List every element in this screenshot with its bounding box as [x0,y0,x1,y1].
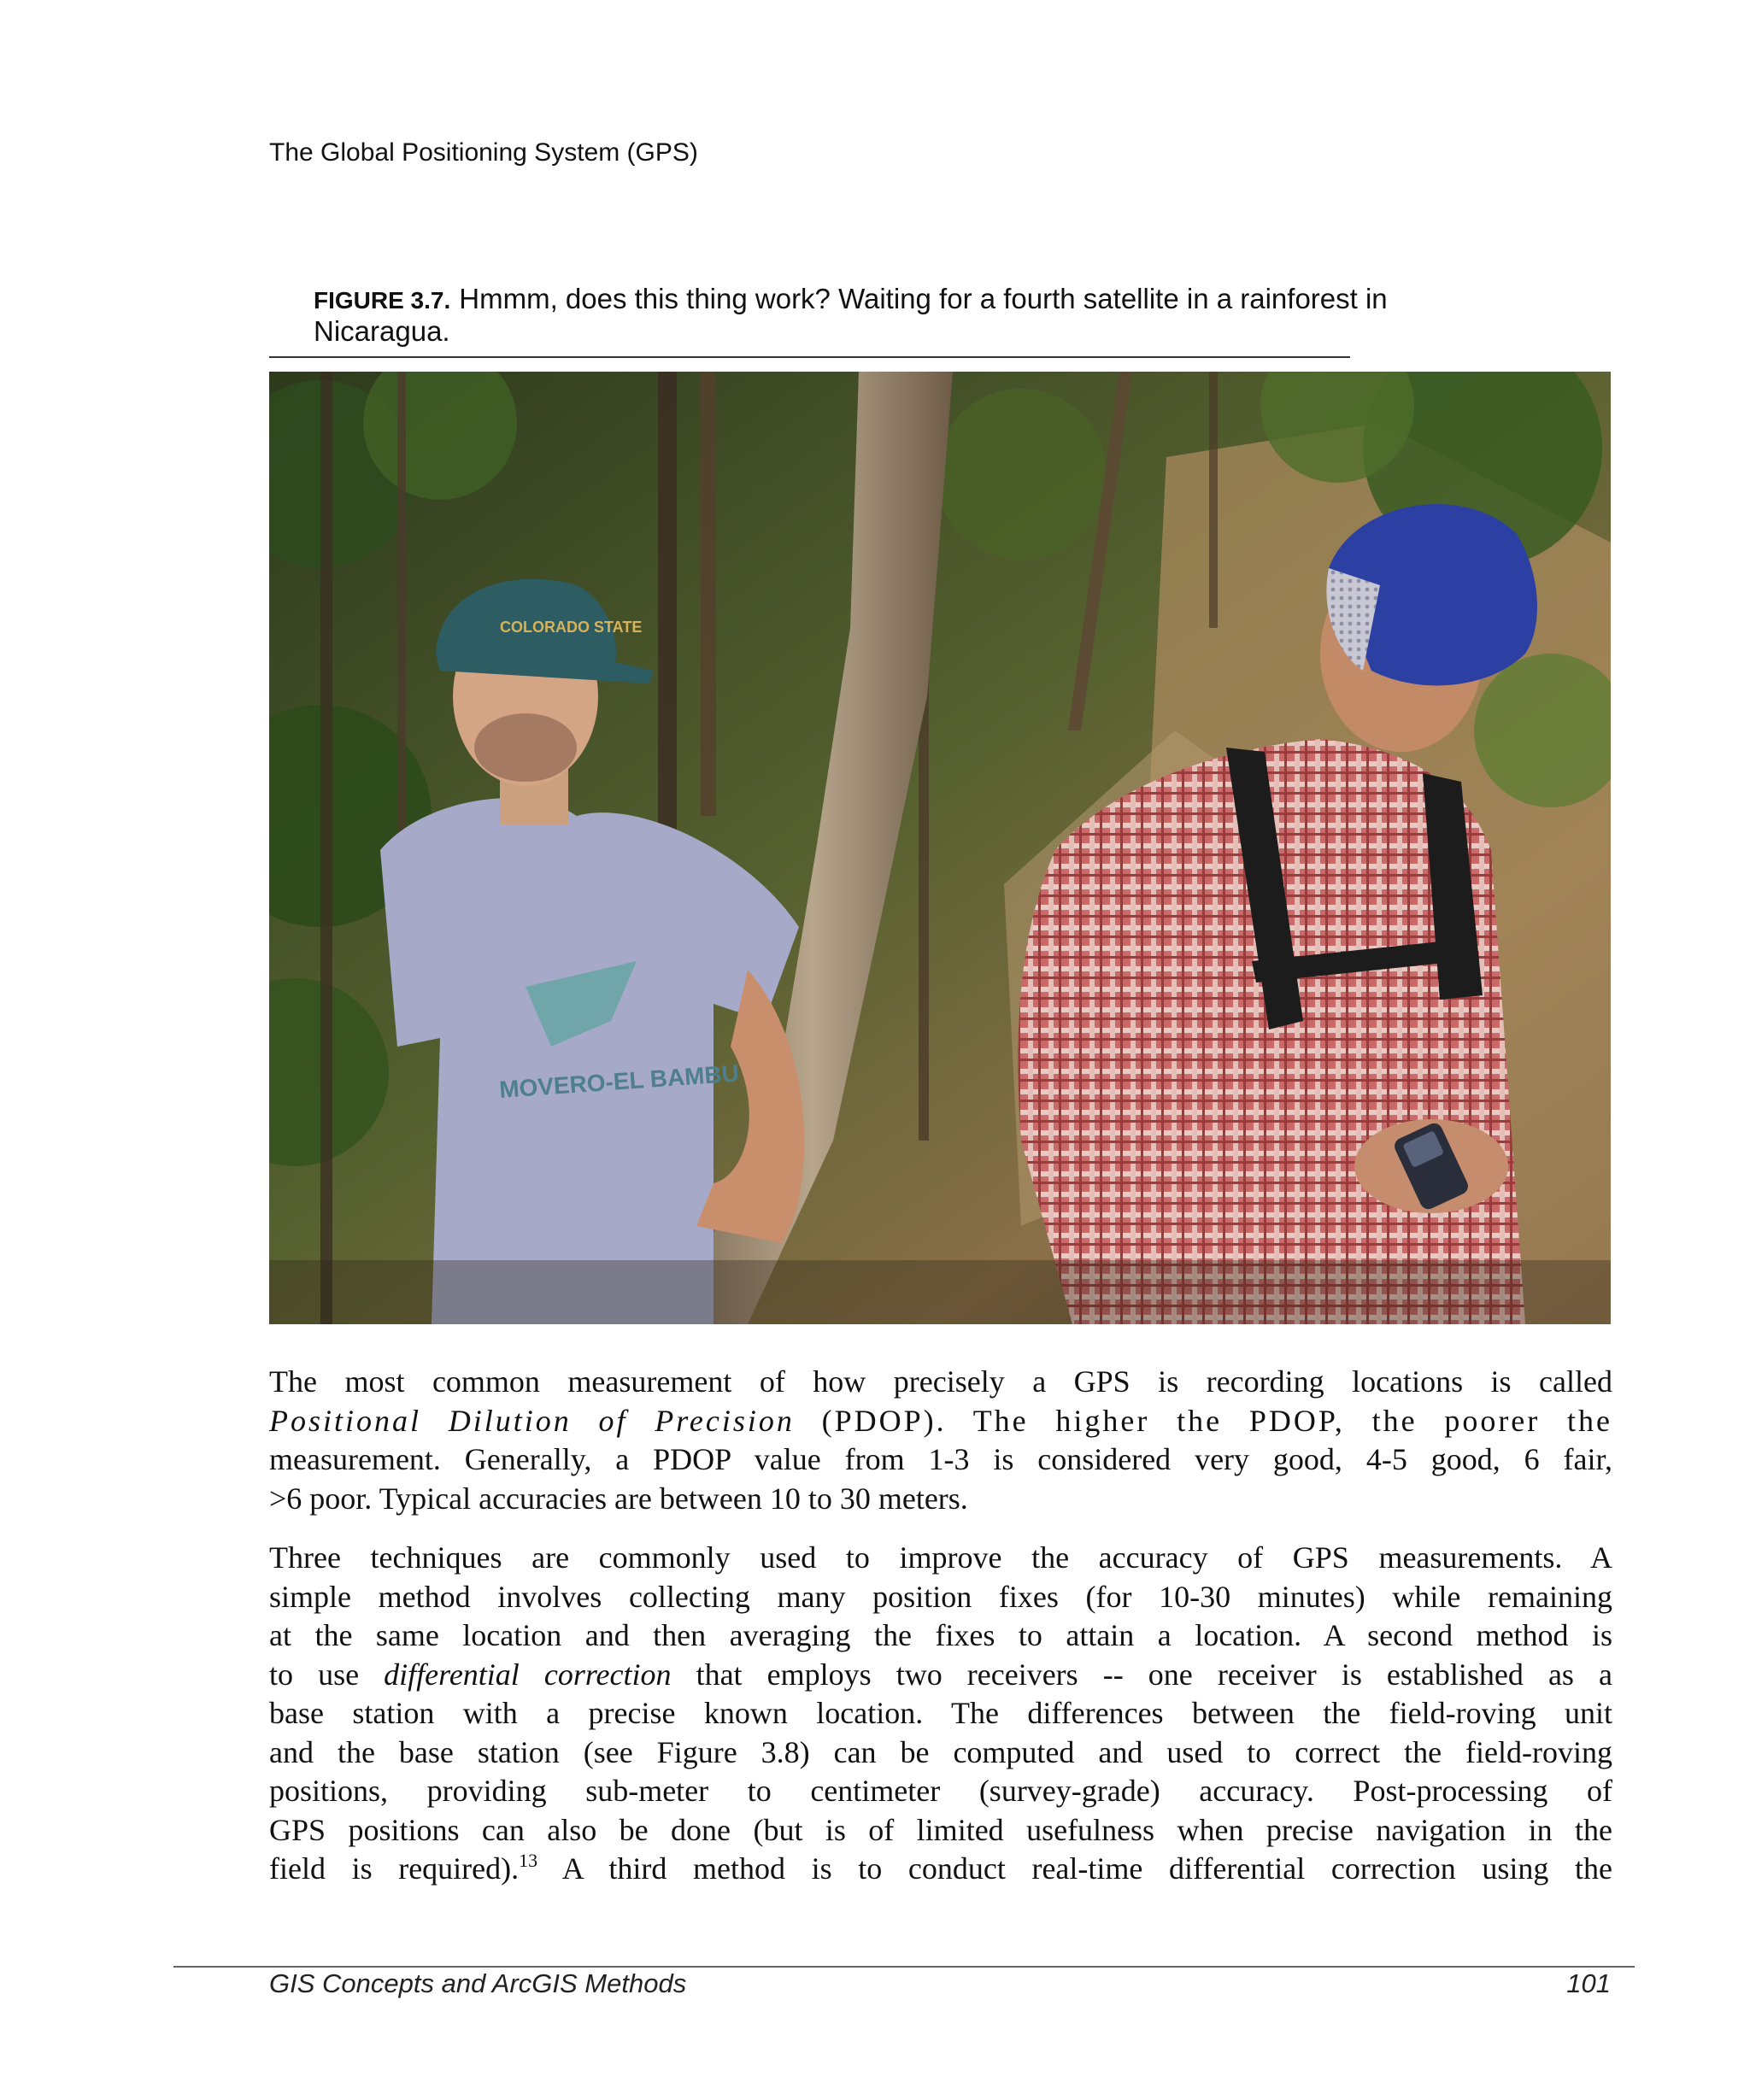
running-head: The Global Positioning System (GPS) [269,138,698,167]
text-line: simple method involves collecting many position fixes (for 10-30 minutes) while remaining [269,1579,1612,1614]
term-positional-dilution: Positional Dilution of Precision [269,1403,795,1438]
text-line: GPS positions can also be done (but is of limited usefulness when precise navigation in the [269,1812,1612,1847]
body-text [269,1363,1612,1909]
figure-caption-text: Hmmm, does this thing work? Waiting for a fourth satellite in a rainforest in Nicaragua. [314,283,1388,347]
text-line: The most common measurement of how precisely a GPS is recording locations is called [269,1364,1612,1399]
text-line: base station with a precise known location. The differences between the field-roving unit [269,1696,1612,1730]
paragraph-pdop [269,1363,1612,1518]
text-span: field is required). [269,1851,520,1886]
text-span: to use [269,1657,385,1692]
text-span: (PDOP). The higher the PDOP, the poorer the [794,1403,1612,1438]
footer-book-title: GIS Concepts and ArcGIS Methods [269,1968,687,1998]
rainforest-photo-illustration [269,372,1611,1324]
text-line: Three techniques are commonly used to improve the accuracy of GPS measurements. A [269,1540,1612,1575]
footnote-ref[interactable]: 13 [519,1850,538,1871]
cap-logo-text: COLORADO STATE [500,619,643,636]
figure-label: FIGURE 3.7. [314,287,451,314]
text-span: A third method is to conduct real-time differential correction using the [537,1851,1613,1886]
text-line: and the base station (see Figure 3.8) can be computed and used to correct the field-roving [269,1734,1612,1769]
text-line [269,1402,1612,1441]
text-line: positions, providing sub-meter to centimeter (survey-grade) accuracy. Post-processing of [269,1774,1612,1808]
term-differential-correction: differential correction [384,1657,672,1692]
text-line [269,1850,1612,1889]
figure-photo [269,372,1611,1324]
figure-caption [314,284,1510,347]
paragraph-techniques [269,1539,1612,1889]
page-number: 101 [1566,1968,1611,1998]
text-span: that employs two receivers -- one receiver is established as a [671,1657,1612,1692]
text-line: measurement. Generally, a PDOP value from 1-3 is considered very good, 4-5 good, 6 fair, [269,1442,1612,1476]
caption-rule [269,356,1350,358]
shirt-print-text: MOVERO-EL BAMBU [498,1059,740,1103]
text-line: >6 poor. Typical accuracies are between 10 to 30 meters. [269,1481,968,1516]
text-line: at the same location and then averaging the fixes to attain a location. A second method is [269,1618,1612,1652]
footer-rule [173,1966,1635,1968]
text-line [269,1656,1612,1695]
